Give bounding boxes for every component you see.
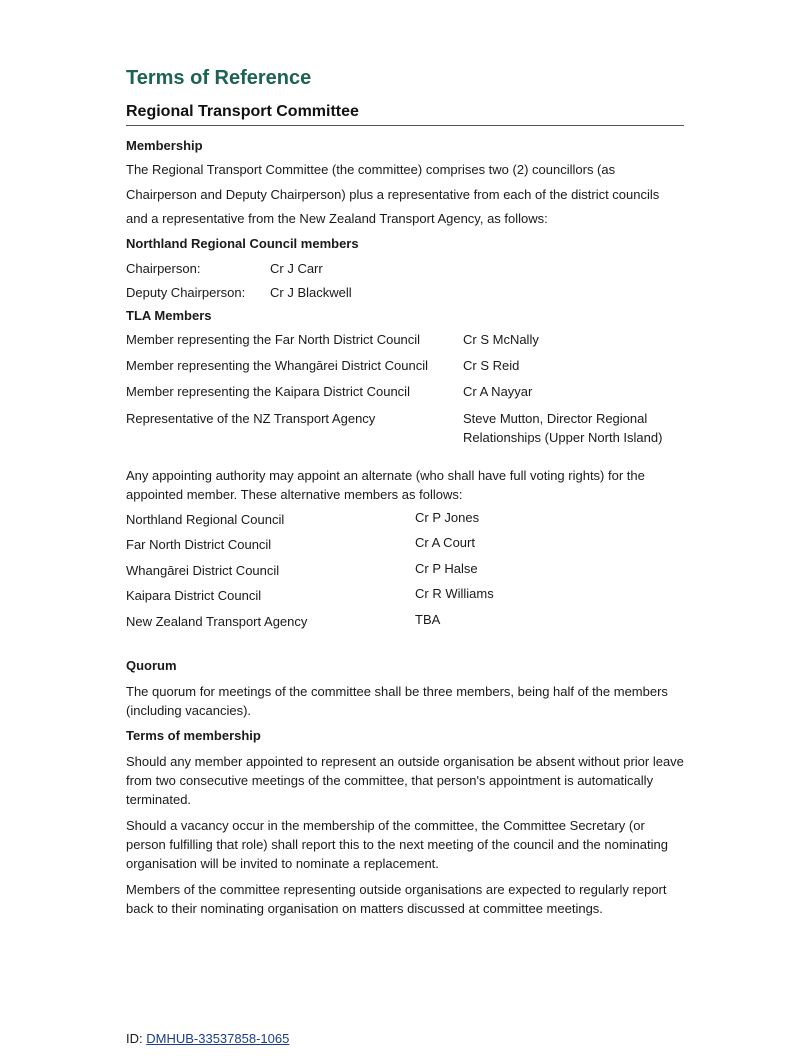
tla-member-row	[126, 327, 684, 353]
alternate-name: Cr P Halse	[415, 560, 478, 576]
member-role: Deputy Chairperson:	[126, 285, 246, 300]
terms-paragraph: Should a vacancy occur in the membership of the committee, the Committee Secretary (or person fulfilling that role) shall report this to the next meeting of the council and the nominating organisation will be invited to nominate a replacement.	[126, 818, 668, 871]
alternate-org: Whangārei District Council	[126, 562, 280, 578]
document-page	[126, 64, 684, 918]
tla-member-row	[126, 405, 684, 447]
id-label: ID:	[126, 1031, 143, 1046]
alternate-name: TBA	[415, 611, 441, 627]
alternates-intro: Any appointing authority may appoint an alternate (who shall have full voting rights) for the appointed member. These alternative members as follows:	[126, 467, 645, 502]
nrc-member-row	[126, 281, 684, 306]
tla-member-row	[126, 379, 684, 405]
member-role: Member representing the Kaipara District Council	[126, 383, 410, 399]
alternate-org: Northland Regional Council	[126, 511, 285, 527]
alternate-row	[126, 583, 684, 609]
member-name: Cr J Blackwell	[270, 285, 352, 300]
member-name: Cr S McNally	[463, 331, 539, 347]
alternate-name: Cr A Court	[415, 535, 475, 550]
document-footer	[126, 1030, 289, 1048]
membership-intro: The Regional Transport Committee (the committee) comprises two (2) councillors (as Chairperson and Deputy Chairperson) plus a representative from each of the district councils and a representative from the New Zealand Transport Agency, as follows:	[126, 162, 660, 226]
nrc-heading: Northland Regional Council members	[126, 235, 359, 251]
alternate-org: Far North District Council	[126, 537, 272, 552]
alternate-row	[126, 609, 684, 635]
terms-paragraph: Members of the committee representing outside organisations are expected to regularly report back to their nominating organisation on matters discussed at committee meetings.	[126, 882, 667, 916]
alternate-row	[126, 558, 684, 584]
alternate-row	[126, 507, 684, 533]
section-title: Regional Transport Committee	[126, 101, 684, 126]
member-role: Member representing the Far North District Council	[126, 331, 421, 347]
member-role: Chairperson:	[126, 260, 201, 276]
document-id-link[interactable]: DMHUB-33537858-1065	[146, 1031, 290, 1046]
member-role: Member representing the Whangārei District Council	[126, 357, 429, 373]
alternate-org: New Zealand Transport Agency	[126, 613, 308, 629]
quorum-text: The quorum for meetings of the committee shall be three members, being half of the members (including vacancies).	[126, 684, 668, 718]
member-role: Representative of the NZ Transport Agency	[126, 410, 376, 426]
alternate-row	[126, 532, 684, 558]
membership-heading: Membership	[126, 138, 203, 153]
alternate-name: Cr P Jones	[415, 509, 480, 525]
alternate-name: Cr R Williams	[415, 586, 494, 601]
document-title: Terms of Reference	[126, 67, 312, 89]
tla-member-row	[126, 353, 684, 379]
member-name: Cr J Carr	[270, 260, 323, 276]
nrc-member-row	[126, 257, 684, 282]
terms-heading: Terms of membership	[126, 728, 261, 743]
member-name: Steve Mutton, Director Regional Relationships (Upper North Island)	[463, 410, 663, 445]
member-name: Cr A Nayyar	[463, 383, 533, 399]
alternate-org: Kaipara District Council	[126, 588, 262, 603]
terms-paragraph: Should any member appointed to represent an outside organisation be absent without prior leave from two consecutive meetings of the committee, that person's appointment is automatically terminated.	[126, 754, 684, 807]
quorum-heading: Quorum	[126, 658, 177, 673]
tla-heading: TLA Members	[126, 307, 212, 323]
member-name: Cr S Reid	[463, 357, 520, 373]
